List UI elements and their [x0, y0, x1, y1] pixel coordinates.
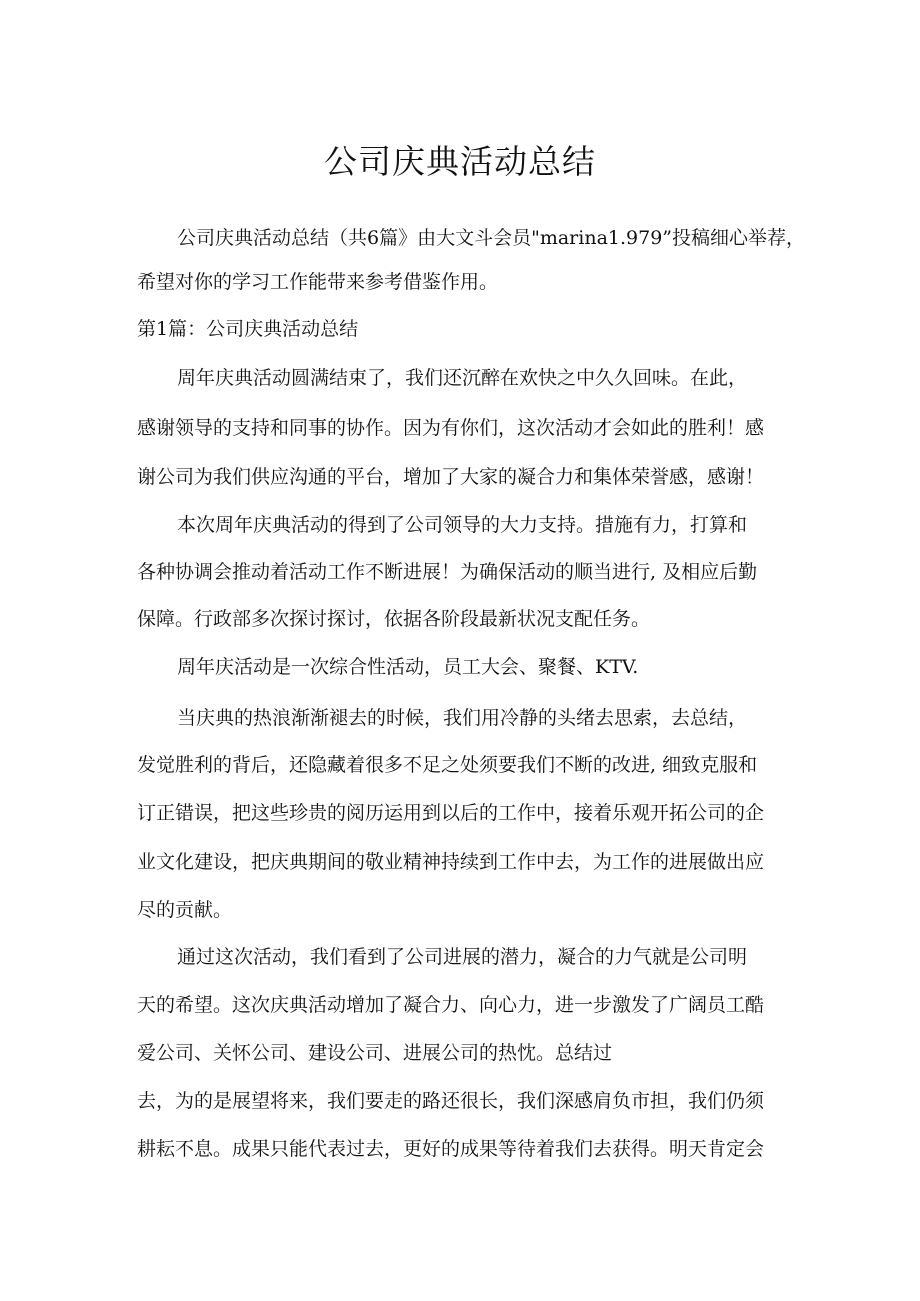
- paragraph-line: 周年庆典活动圆满结束了，我们还沉醉在欢快之中久久回味。在此，: [177, 367, 748, 389]
- paragraph-line: 去，为的是展望将来，我们要走的路还很长，我们深感肩负市担，我们仍须: [137, 1090, 765, 1112]
- paragraph-line: 谢公司为我们供应沟通的平台，增加了大家的凝合力和集体荣誉感，感谢！: [137, 466, 765, 488]
- paragraph-line: 发觉胜利的背后，还隐藏着很多不足之处须要我们不断的改进, 细致克服和: [137, 754, 758, 776]
- intro-line-2: 希望对你的学习工作能带来参考借鉴作用。: [137, 271, 499, 293]
- paragraph-line: 当庆典的热浪渐渐褪去的时候，我们用冷静的头绪去思索，去总结，: [177, 707, 748, 729]
- paragraph-line: 通过这次活动，我们看到了公司进展的潜力，凝合的力气就是公司明: [177, 946, 748, 968]
- intro-line-1: 公司庆典活动总结（共6篇》由大文斗会员"marina1.979”投稿细心举荐，: [177, 227, 806, 249]
- paragraph-line: 各种协调会推动着活动工作不断进展！为确保活动的顺当进行, 及相应后勤: [137, 561, 758, 583]
- paragraph-line: 尽的贡献。: [137, 899, 233, 921]
- document-title: 公司庆典活动总结: [324, 142, 596, 181]
- paragraph-line: 订正错误，把这些珍贵的阅历运用到以后的工作中，接着乐观开拓公司的企: [137, 802, 765, 824]
- paragraph-line: 业文化建设，把庆典期间的敬业精神持续到工作中去，为工作的进展做出应: [137, 851, 765, 873]
- paragraph-line: 本次周年庆典活动的得到了公司领导的大力支持。措施有力，打算和: [177, 514, 748, 536]
- paragraph-line: 保障。行政部多次探讨探讨，依据各阶段最新状况支配任务。: [137, 608, 651, 630]
- paragraph-line: 天的希望。这次庆典活动增加了凝合力、向心力，进一步激发了广阔员工酷: [137, 994, 765, 1016]
- paragraph-line: 感谢领导的支持和同事的协作。因为有你们，这次活动才会如此的胜利！感: [137, 417, 765, 439]
- paragraph-line: 爱公司、关怀公司、建设公司、进展公司的热忱。总结过: [137, 1042, 613, 1064]
- paragraph-line: 周年庆活动是一次综合性活动，员工大会、聚餐、KTV.: [177, 656, 639, 678]
- paragraph-line: 耕耘不息。成果只能代表过去，更好的成果等待着我们去获得。明天肯定会: [137, 1138, 765, 1160]
- section-heading: 第1篇：公司庆典活动总结: [137, 318, 359, 340]
